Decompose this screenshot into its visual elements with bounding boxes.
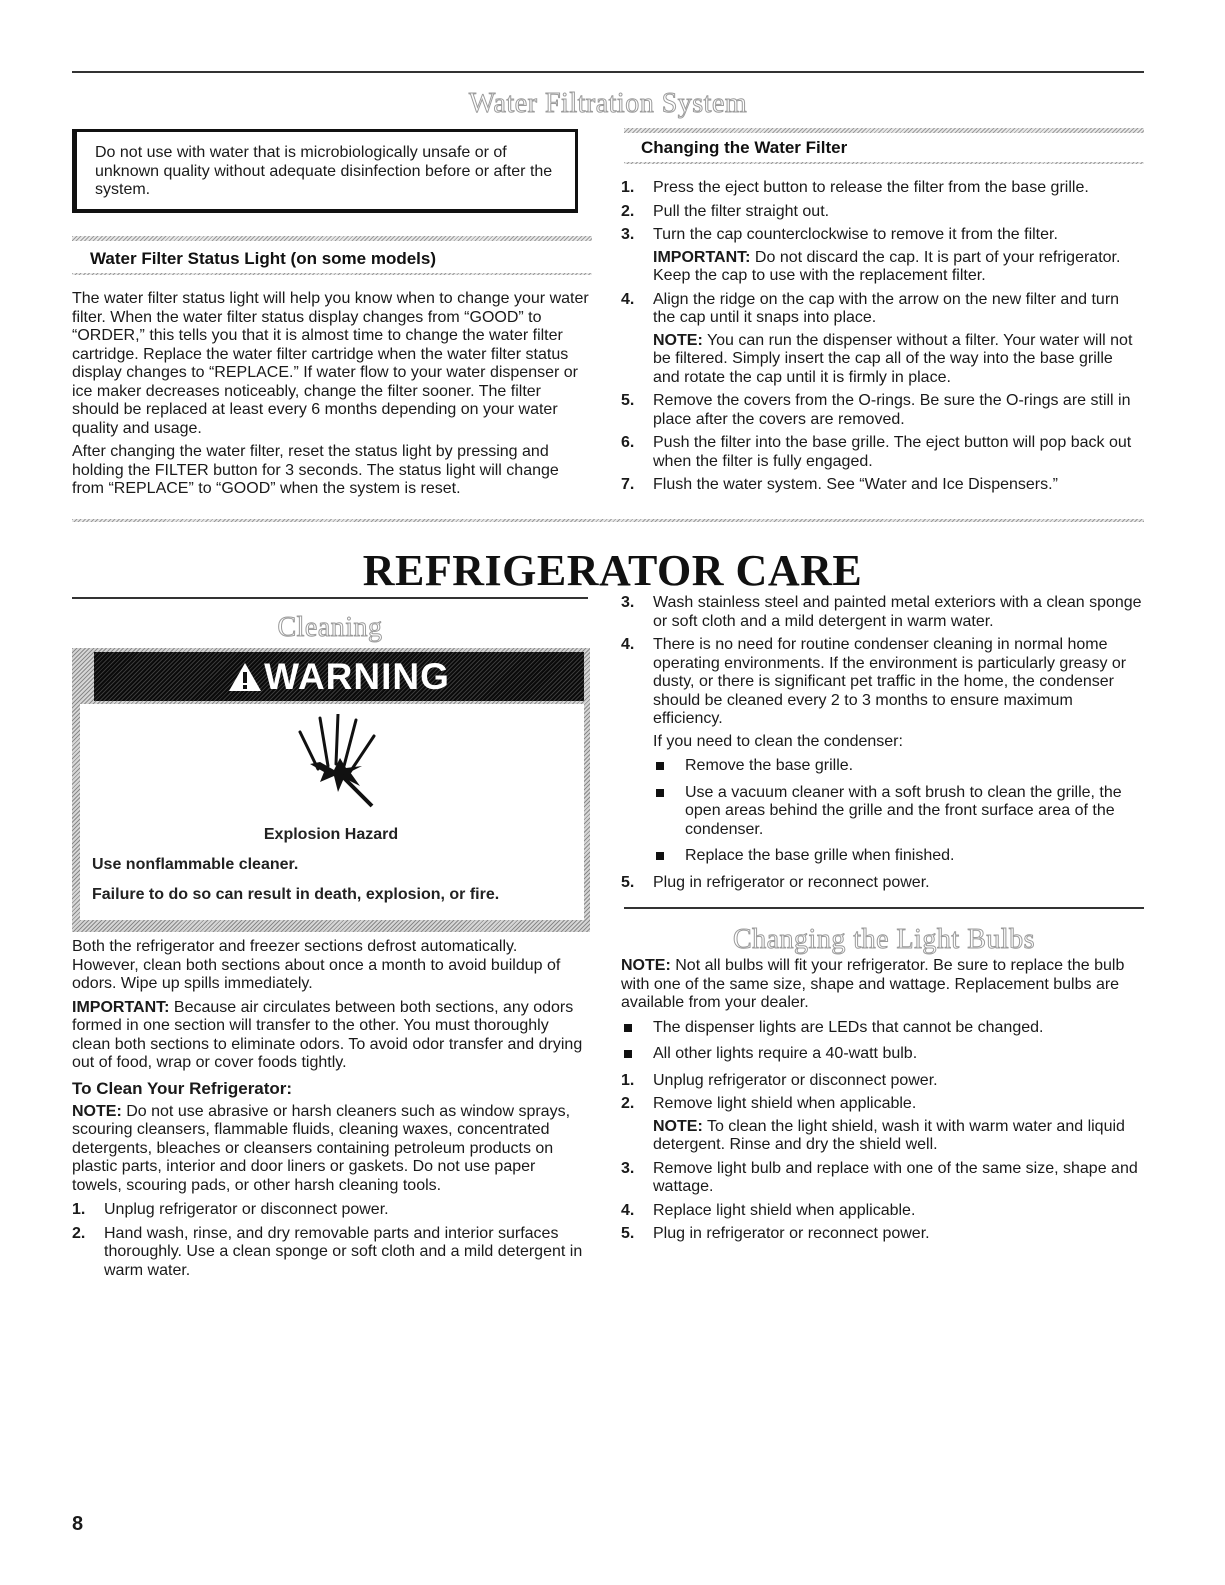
status-light-para2: After changing the water filter, reset the status light by pressing and holding the FILTER button for 3 seconds. The status light will change from “REPLACE” to “GOOD” when the system is reset. — [72, 443, 559, 497]
bulb-step: 1. Unplug refrigerator or disconnect power. — [621, 1071, 938, 1089]
status-light-para1: The water filter status light will help you know when to change your water filter. When the water filter status display changes from “GOOD” to “ORDER,” this tells you that it is almost time to change the water filter cartridge. Replace the water filter cartridge when the water filter status display changes to “REPLACE.” If water flow to your water dispenser or ice maker decreases noticeably, change the filter sooner. The filter should be replaced at least every 6 months depending on your water quality and usage. — [72, 290, 589, 437]
cleaning-title: Cleaning — [277, 612, 383, 643]
warning-icon-panel — [80, 704, 584, 834]
condenser-intro: If you need to clean the condenser: — [653, 732, 903, 750]
cleaning-step: 2. Hand wash, rinse, and dry removable parts and interior surfaces thoroughly. Use a clean sponge or soft cloth and a mild detergent in warm water. — [72, 1224, 583, 1279]
bullet-item: Replace the base grille when finished. — [653, 847, 1143, 866]
filter-step: 2. Pull the filter straight out. — [621, 202, 830, 220]
top-rule — [72, 71, 1144, 73]
bulb-step: 3. Remove light bulb and replace with one of the same size, shape and wattage. — [621, 1159, 1138, 1195]
section-divider-rule — [72, 519, 1144, 522]
water-section-title: Water Filtration System — [468, 88, 748, 119]
right-title-rule — [624, 128, 1144, 133]
bulb-step: 4. Replace light shield when applicable. — [621, 1201, 916, 1219]
warning-line-1: Use nonflammable cleaner. — [92, 856, 299, 873]
warning-header-label: WARNING — [264, 656, 450, 697]
bullet-item: Remove the base grille. — [653, 757, 1143, 776]
warning-box — [72, 648, 590, 932]
status-light-rule-top — [72, 236, 592, 241]
warning-triangle-icon — [228, 662, 262, 692]
bulbs-body — [621, 957, 1143, 1249]
cleaning-step: 5. Plug in refrigerator or reconnect power. — [621, 873, 930, 891]
status-light-body — [72, 290, 592, 499]
filter-step: 1. Press the eject button to release the filter from the base grille. — [621, 179, 1089, 196]
filter-step: 6. Push the filter into the base grille. The eject button will pop back out when the filter is fully engaged. — [621, 434, 1132, 470]
condenser-bullets — [653, 757, 1143, 866]
cleaning-body-right — [621, 594, 1143, 897]
bulb-step: 2. Remove light shield when applicable. NOTE: To clean the light shield, wash it with warm water and liquid detergent. Rinse and dry the shield well. — [621, 1095, 1143, 1155]
filter-step: 3. Turn the cap counterclockwise to remove it from the filter. IMPORTANT: Do not discard the cap. It is part of your refrigerator. Keep the cap to use with the replacement filter. — [621, 226, 1143, 286]
bullet-item: The dispenser lights are LEDs that cannot be changed. — [621, 1019, 1143, 1038]
bullet-item: Use a vacuum cleaner with a soft brush to clean the grille, the open areas behind the grille and the front surface area of the condenser. — [653, 784, 1143, 840]
page-number: 8 — [72, 1513, 84, 1535]
bulbs-title: Changing the Light Bulbs — [732, 924, 1036, 955]
warning-hazard-text: Explosion Hazard — [263, 826, 399, 843]
changing-filter-heading: Changing the Water Filter — [641, 138, 848, 157]
bulbs-rule — [624, 907, 1144, 909]
explosion-icon — [290, 714, 380, 809]
bulb-step-note: NOTE: To clean the light shield, wash it with warm water and liquid detergent. Rinse and dry the shield well. — [653, 1117, 1125, 1153]
cleaning-note: NOTE: Do not use abrasive or harsh cleaners such as window sprays, scouring cleansers, flammable fluids, cleaning waxes, concentrated detergents, bleaches or cleansers containing petroleum products on plastic parts, interior and door liners or gaskets. Do not use paper towels, scouring pads, or other harsh cleaning tools. — [72, 1102, 571, 1194]
to-clean-heading: To Clean Your Refrigerator: — [72, 1078, 293, 1098]
filter-step: 4. Align the ridge on the cap with the arrow on the new filter and turn the cap until it snaps into place. NOTE: You can run the dispenser without a filter. Your water will not be filtered. Simply insert the cap all of the way into the base grille and rotate the cap until it is firmly in place. — [621, 291, 1143, 388]
warning-line-2: Failure to do so can result in death, explosion, or fire. — [92, 886, 500, 903]
bulbs-bullets — [621, 1019, 1143, 1064]
cleaning-rule — [72, 597, 588, 599]
bulbs-note: NOTE: Not all bulbs will fit your refrigerator. Be sure to replace the bulb with one of the same size, shape and wattage. Replacement bulbs are available from your dealer. — [621, 957, 1125, 1011]
filter-step-note: IMPORTANT: Do not discard the cap. It is part of your refrigerator. Keep the cap to use with the replacement filter. — [653, 248, 1121, 284]
filter-step: 7. Flush the water system. See “Water and Ice Dispensers.” — [621, 476, 1058, 493]
cleaning-step: 1. Unplug refrigerator or disconnect power. — [72, 1201, 389, 1218]
bullet-item: All other lights require a 40-watt bulb. — [621, 1045, 1143, 1064]
warning-header — [94, 652, 584, 701]
safety-callout-box — [72, 129, 578, 213]
status-light-rule-bottom — [72, 273, 592, 275]
cleaning-para2: IMPORTANT: Because air circulates between both sections, any odors formed in one section will transfer to the other. You must thoroughly clean both sections to eliminate odors. To avoid odor transfer and drying out of food, wrap or cover foods tightly. — [72, 998, 583, 1071]
cleaning-step: 4. There is no need for routine condenser cleaning in normal home operating environments. If the environment is particularly greasy or dusty, or there is significant pet traffic in the home, the condenser should be cleaned every 2 to 3 months to ensure maximum efficiency. If you need to clean the condenser: Remove the base grille. Use a vacuum cleaner with a soft brush to clean the grille, the open areas behind the grille and the front surface area of the condenser. Replace the base grille when finished. — [621, 636, 1143, 866]
changing-filter-rule — [624, 162, 1144, 164]
filter-step: 5. Remove the covers from the O-rings. Be sure the O-rings are still in place after the covers are removed. — [621, 392, 1131, 428]
changing-filter-steps — [621, 179, 1143, 500]
cleaning-step: 3. Wash stainless steel and painted metal exteriors with a clean sponge or soft cloth and a mild detergent in warm water. — [621, 594, 1142, 630]
cleaning-para1: Both the refrigerator and freezer sections defrost automatically. However, clean both sections about once a month to avoid buildup of odors. Wipe up spills immediately. — [72, 938, 561, 992]
cleaning-body-left — [72, 938, 588, 1285]
safety-callout-text: Do not use with water that is microbiologically unsafe or of unknown quality without adequate disinfection before or after the system. — [95, 144, 553, 198]
bulb-step: 5. Plug in refrigerator or reconnect power. — [621, 1225, 930, 1242]
filter-step-note: NOTE: You can run the dispenser without a filter. Your water will not be filtered. Simply insert the cap all of the way into the base grille and rotate the cap until it is firmly in place. — [653, 331, 1133, 386]
status-light-heading: Water Filter Status Light (on some models) — [90, 249, 437, 268]
page-main-title: REFRIGERATOR CARE — [362, 546, 863, 595]
